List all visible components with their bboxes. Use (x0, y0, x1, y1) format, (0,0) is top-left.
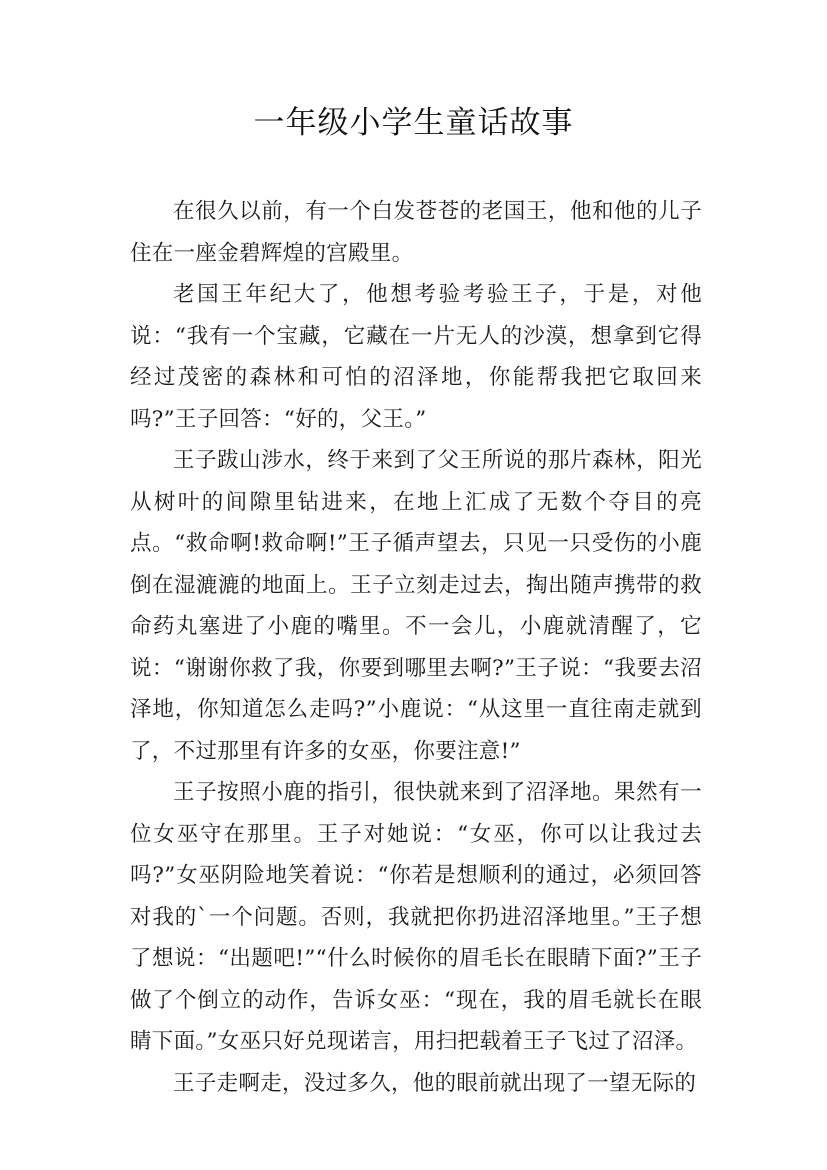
paragraph-2: 老国王年纪大了，他想考验考验王子，于是，对他说：“我有一个宝藏，它藏在一片无人的沙漠，想拿到它得经过茂密的森林和可怕的沼泽地，你能帮我把它取回来吗?”王子回答：“好的，父王。” (130, 282, 702, 432)
paragraph-1: 在很久以前，有一个白发苍苍的老国王，他和他的儿子住在一座金碧辉煌的宫殿里。 (130, 199, 702, 266)
paragraph-3: 王子跋山涉水，终于来到了父王所说的那片森林，阳光从树叶的间隙里钻进来，在地上汇成了无数个夺目的亮点。“救命啊!救命啊!”王子循声望去，只见一只受伤的小鹿倒在湿漉漉的地面上。王子立刻走过去，掏出随声携带的救命药丸塞进了小鹿的嘴里。不一会儿，小鹿就清醒了，它说：“谢谢你救了我，你要到哪里去啊?”王子说：“我要去沼泽地，你知道怎么走吗?”小鹿说：“从这里一直往南走就到了，不过那里有许多的女巫，你要注意!” (130, 448, 702, 764)
paragraph-5: 王子走啊走，没过多久，他的眼前就出现了一望无际的 (173, 1070, 697, 1096)
paragraph-4: 王子按照小鹿的指引，很快就来到了沼泽地。果然有一位女巫守在那里。王子对她说：“女巫，你可以让我过去吗?”女巫阴险地笑着说：“你若是想顺利的通过，必须回答对我的`一个问题。否则，我就把你扔进沼泽地里。”王子想了想说：“出题吧!”“什么时候你的眉毛长在眼睛下面?”王子做了个倒立的动作，告诉女巫：“现在，我的眉毛就长在眼睛下面。”女巫只好兑现诺言，用扫把载着王子飞过了沼泽。 (130, 780, 702, 1054)
page-title: 一年级小学生童话故事 (253, 105, 574, 141)
story-body (130, 191, 702, 1104)
